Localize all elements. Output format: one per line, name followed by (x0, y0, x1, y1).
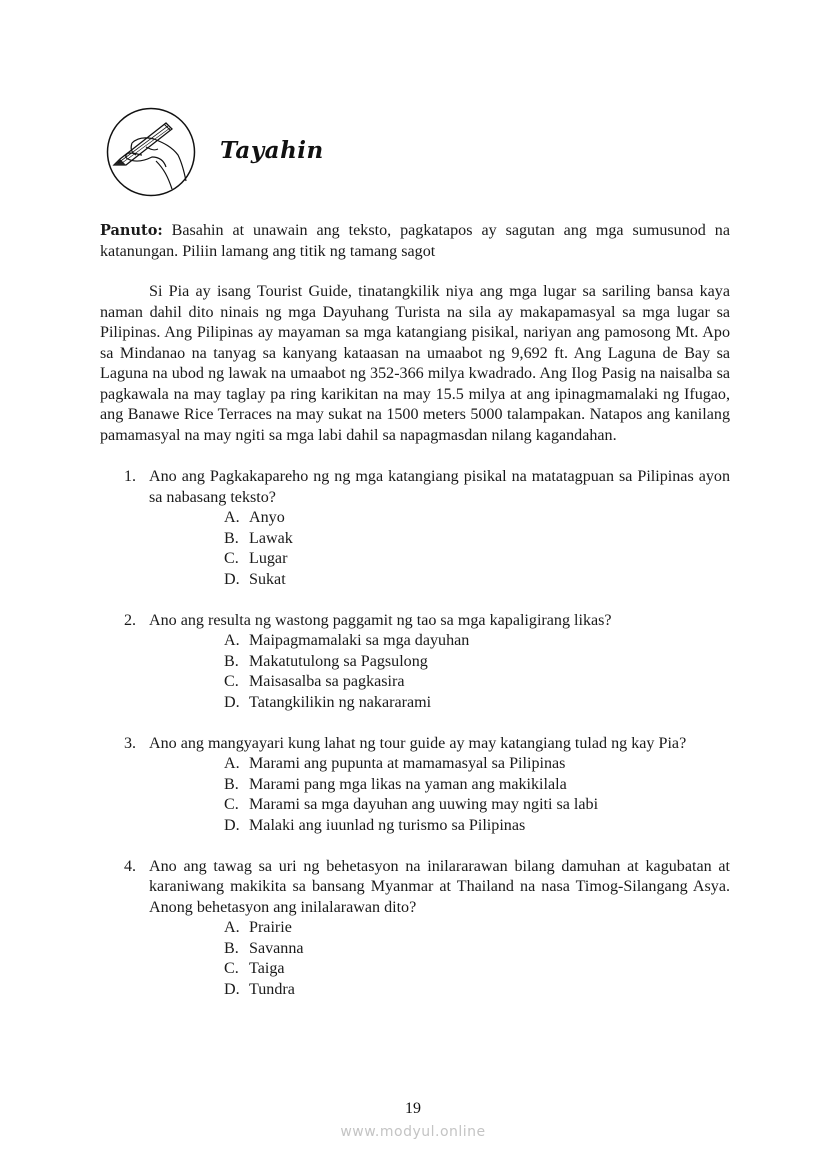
choice-letter: A. (224, 632, 240, 649)
section-title: Tayahin (220, 137, 324, 164)
choice-text: Prairie (249, 919, 292, 936)
choice-list (149, 508, 730, 590)
question-item (100, 857, 730, 1001)
choice-text: Savanna (249, 939, 304, 957)
choice-text: Tundra (249, 980, 295, 998)
choice-letter: A. (224, 755, 240, 772)
choice-item (224, 980, 730, 1001)
choice-item (224, 549, 730, 570)
choice-item (224, 775, 730, 796)
choice-letter: C. (224, 550, 239, 567)
choice-item (224, 652, 730, 673)
choice-text: Anyo (249, 509, 285, 526)
choice-item (224, 508, 730, 529)
choice-letter: C. (224, 673, 239, 690)
choice-letter: A. (224, 919, 240, 936)
watermark: www.modyul.online (340, 1124, 486, 1140)
question-text: Ano ang Pagkakapareho ng ng mga katangiang pisikal na matatagpuan sa Pilipinas ayon sa nabasang teksto? (149, 468, 730, 506)
choice-text: Lugar (249, 550, 288, 567)
question-item (100, 611, 730, 714)
choice-letter: C. (224, 796, 239, 813)
choice-text: Tatangkilikin ng nakararami (249, 693, 432, 711)
choice-letter: B. (224, 529, 239, 547)
question-number: 2. (124, 611, 137, 629)
choice-item (224, 918, 730, 939)
choice-letter: A. (224, 509, 240, 526)
choice-letter: C. (224, 960, 239, 977)
choice-letter: D. (224, 570, 240, 588)
question-list (100, 467, 730, 1000)
choice-text: Marami ang pupunta at mamamasyal sa Pilipinas (249, 755, 566, 772)
choice-item (224, 816, 730, 837)
instructions (100, 221, 730, 262)
instructions-text: Basahin at unawain ang teksto, pagkatapos ay sagutan ang mga sumusunod na katanungan. Piliin lamang ang titik ng tamang sagot (100, 222, 730, 260)
question-number: 3. (124, 734, 137, 752)
choice-text: Taiga (249, 960, 285, 977)
choice-text: Maipagmamalaki sa mga dayuhan (249, 632, 470, 649)
choice-letter: D. (224, 693, 240, 711)
reading-passage: Si Pia ay isang Tourist Guide, tinatangkilik niya ang mga lugar sa sariling bansa kaya naman dahil dito ninais ng mga Dayuhang Turista na sila ay makapamasyal sa mga lugar sa Pilipinas. Ang Pilipinas ay mayaman sa mga katangiang pisikal, nariyan ang pamosong Mt. Apo sa Mindanao na tanyag sa kanyang kataasan na umaabot ng 9,692 ft. Ang Laguna de Bay sa Laguna na ubod ng lawak na umaabot ng 352-366 milya kwadrado. Ang Ilog Pasig na naisalba sa pagkawala na may taglay pa ring karikitan na may 15.5 milya at ang ipinagmamalaki ng Ifugao, ang Banawe Rice Terraces na may sukat na 1500 meters 5000 talampakan. Natapos ang kanilang pamamasyal na may ngiti sa mga labi dahil sa napagmasdan nilang kagandahan. (100, 283, 730, 444)
instructions-label: Panuto: (100, 222, 163, 239)
choice-text: Marami pang mga likas na yaman ang makikilala (249, 775, 567, 793)
page-number: 19 (405, 1100, 421, 1117)
choice-letter: B. (224, 652, 239, 670)
choice-letter: D. (224, 816, 240, 834)
choice-text: Lawak (249, 529, 293, 547)
choice-letter: B. (224, 775, 239, 793)
choice-item (224, 754, 730, 775)
choice-item (224, 939, 730, 960)
choice-item (224, 631, 730, 652)
question-text: Ano ang resulta ng wastong paggamit ng tao sa mga kapaligirang likas? (149, 611, 612, 629)
choice-list (149, 918, 730, 1000)
section-header (106, 107, 406, 197)
choice-text: Makatutulong sa Pagsulong (249, 652, 428, 670)
question-number: 4. (124, 857, 137, 875)
choice-item (224, 672, 730, 693)
worksheet-content (100, 221, 730, 1021)
question-text: Ano ang mangyayari kung lahat ng tour guide ay may katangiang tulad ng kay Pia? (149, 734, 687, 752)
choice-letter: D. (224, 980, 240, 998)
question-text: Ano ang tawag sa uri ng behetasyon na inilararawan bilang damuhan at kagubatan at karaniwang makikita sa bansang Myanmar at Thailand na nasa Timog-Silangang Asya. Anong behetasyon ang inilalarawan dito? (149, 857, 730, 916)
choice-item (224, 570, 730, 591)
choice-text: Sukat (249, 570, 286, 588)
question-item (100, 734, 730, 837)
choice-text: Maisasalba sa pagkasira (249, 673, 405, 690)
choice-list (149, 631, 730, 713)
choice-item (224, 795, 730, 816)
choice-item (224, 959, 730, 980)
choice-item (224, 529, 730, 550)
question-number: 1. (124, 468, 137, 485)
hand-writing-pencil-icon (106, 107, 196, 197)
question-item (100, 467, 730, 590)
choice-text: Marami sa mga dayuhan ang uuwing may ngiti sa labi (249, 796, 599, 813)
choice-list (149, 754, 730, 836)
choice-letter: B. (224, 939, 239, 957)
choice-text: Malaki ang iuunlad ng turismo sa Pilipinas (249, 816, 526, 834)
choice-item (224, 693, 730, 714)
